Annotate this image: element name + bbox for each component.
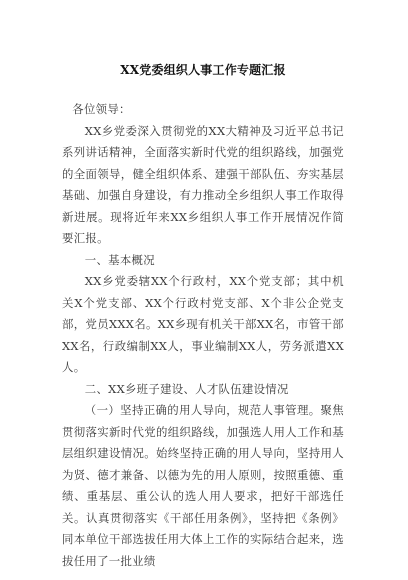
overview-paragraph: XX乡党委辖XX个行政村，XX个党支部；其中机关X个党支部、XX个行政村党支部、X个非公企党支部，党员XXX名。XX乡现有机关干部XX名，市管干部XX名，行政编制XX人，事业编制XX人，劳务派遣XX人。 <box>62 274 344 374</box>
team-building-paragraph: （一）坚持正确的用人导向，规范人事管理。聚焦贯彻落实新时代党的组织路线，加强选人用人工作和基层组织建设情况。始终坚持正确的用人导向，坚持用人为贤、德才兼备、以德为先的用人原则，按照重德、重绩、重基层、重公认的选人用人要求，把好干部选任关。认真贯彻落实《干部任用条例》，坚持把《条例》同本单位干部选拔任用大体上工作的实际结合起来，选拔任用了一批业绩 <box>62 403 344 568</box>
document-title: XX党委组织人事工作专题汇报 <box>120 63 286 77</box>
section-heading-team-building: 二、XX乡班子建设、人才队伍建设情况 <box>84 381 289 396</box>
greeting: 各位领导： <box>72 102 131 116</box>
intro-paragraph: XX乡党委深入贯彻党的XX大精神及习近平总书记系列讲话精神，全面落实新时代党的组织路线，加强党的全面领导，健全组织体系、建强干部队伍、夯实基层基础、加强自身建设，有力推动全乡组织人事工作取得新进展。现将近年来XX乡组织人事工作开展情况作简要汇报。 <box>62 123 344 245</box>
section-heading-overview: 一、基本概况 <box>84 252 155 267</box>
document-body <box>62 62 344 572</box>
